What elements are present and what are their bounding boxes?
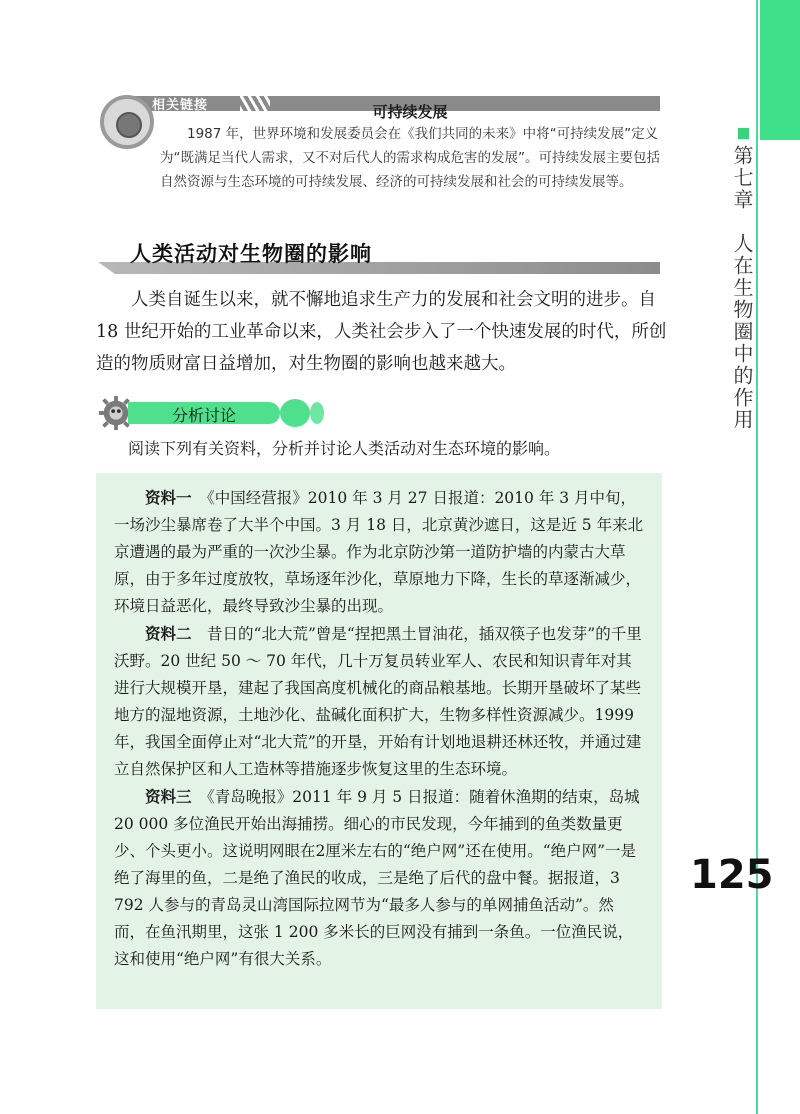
related-link-stripes (240, 96, 270, 111)
discussion-intro: 阅读下列有关资料，分析并讨论人类活动对生态环境的影响。 (128, 439, 561, 458)
material-label-3: 资料三 (145, 787, 192, 806)
discussion-dot-small (310, 402, 324, 424)
material-paragraph-3 (114, 783, 644, 973)
chapter-color-tab (760, 0, 800, 140)
discussion-dot-large (280, 399, 310, 427)
related-link-body: 1987 年，世界环境和发展委员会在《我们共同的未来》中将“可持续发展”定义为“既满足当代人需求，又不对后代人的需求构成危害的发展”。可持续发展主要包括自然资源与生态环境的可持续发展、经济的可持续发展和社会的可持续发展等。 (160, 126, 660, 190)
page-number: 125 (690, 852, 774, 898)
material-body-1: 《中国经营报》2010 年 3 月 27 日报道：2010 年 3 月中旬，一场沙尘暴席卷了大半个中国。3 月 18 日，北京黄沙遮日，这是近 5 年来北京遭遇的最为严重的一次沙尘暴。作为北京防沙第一道防护墙的内蒙古大草原，由于多年过度放牧，草场逐年沙化，草原地力下降，生长的草逐渐减少，环境日益恶化，最终导致沙尘暴的出现。 (114, 489, 644, 615)
related-link-label: 相关链接 (152, 98, 209, 113)
related-link-badge-icon (100, 95, 154, 149)
related-link-title: 可持续发展 (372, 103, 448, 121)
chapter-title-vertical: 第七章 人在生物圈中的作用 (730, 145, 754, 431)
section-title: 人类活动对生物圈的影响 (130, 242, 372, 266)
material-paragraph-1 (114, 484, 644, 620)
discussion-label: 分析讨论 (172, 406, 237, 425)
material-label-2: 资料二 (145, 624, 192, 643)
material-paragraph-2 (114, 620, 644, 783)
material-label-1: 资料一 (145, 488, 192, 507)
section-intro-paragraph: 人类自诞生以来，就不懈地追求生产力的发展和社会文明的进步。自 18 世纪开始的工业革命以来，人类社会步入了一个快速发展的时代，所创造的物质财富日益增加，对生物圈的影响也越来越大。 (96, 290, 667, 374)
material-body-3: 《青岛晚报》2011 年 9 月 5 日报道：随着休渔期的结束，岛城 20 000 多位渔民开始出海捕捞。细心的市民发现，今年捕到的鱼类数量更少、个头更小。这说明网眼在2厘米左右的“绝户网”还在使用。“绝户网”一是绝了海里的鱼，二是绝了渔民的收成，三是绝了后代的盘中餐。据报道，3 792 人参与的青岛灵山湾国际拉网节为“最多人参与的单网捕鱼活动”。然而，在鱼汛期里，这张 1 200 多米长的巨网没有捕到一条鱼。一位渔民说，这和使用“绝户网”有很大关系。 (114, 788, 640, 968)
chapter-square-icon (738, 128, 749, 139)
material-body-2: 昔日的“北大荒”曾是“捏把黑土冒油花，插双筷子也发芽”的千里沃野。20 世纪 50 ～ 70 年代，几十万复员转业军人、农民和知识青年对其进行大规模开垦，建起了我国高度机械化的商品粮基地。长期开垦破坏了某些地方的湿地资源，土地沙化、盐碱化面积扩大，生物多样性资源减少。1999 年，我国全面停止对“北大荒”的开垦，开始有计划地退耕还林还牧，并通过建立自然保护区和人工造林等措施逐步恢复这里的生态环境。 (114, 625, 642, 778)
material-text (114, 484, 644, 973)
